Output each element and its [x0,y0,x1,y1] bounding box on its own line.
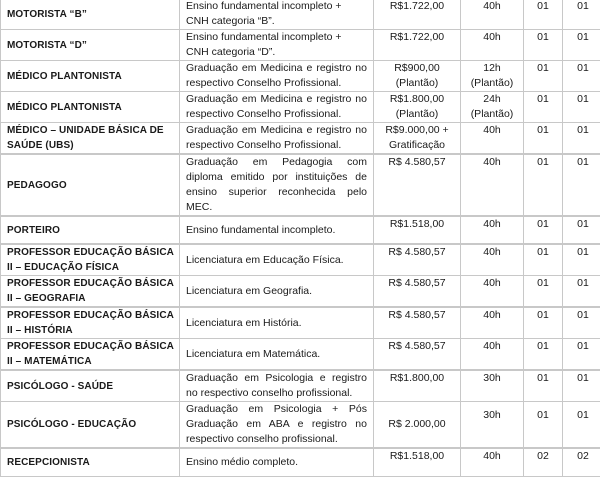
vagas-cell: 01 [524,30,563,61]
carga-cell: 30h [461,402,524,449]
table-row [1,216,600,244]
vagas-cell: 01 [524,276,563,308]
carga-cell: 40h [461,216,524,244]
vagas-cell: 01 [524,154,563,216]
vagas-cell: 01 [524,244,563,276]
carga-cell [461,61,524,92]
cargo-cell: MOTORISTA “D” [1,30,180,61]
requisito-cell: Graduação em Psicologia e registro no respectivo conselho profissional. [180,370,374,402]
salario-note: (Plantão) [374,76,460,91]
salario-cell: R$ 4.580,57 [374,276,461,308]
salario-cell: R$ 2.000,00 [374,402,461,449]
salario-cell: R$1.722,00 [374,0,461,30]
salario-cell [374,61,461,92]
table-row [1,370,600,402]
salario-note: (Plantão) [374,107,460,122]
vagas-cell: 01 [524,402,563,449]
requisito-cell: Licenciatura em História. [180,307,374,339]
carga-value: 12h [461,61,523,76]
cargo-cell: PSICÓLOGO - SAÚDE [1,370,180,402]
vagas-cell: 01 [524,216,563,244]
carga-cell: 30h [461,370,524,402]
salario-cell: R$1.518,00 [374,448,461,476]
cargo-cell: MÉDICO – UNIDADE BÁSICA DE SAÚDE (UBS) [1,123,180,155]
table-row [1,276,600,308]
cargo-cell: PROFESSOR EDUCAÇÃO BÁSICA II – MATEMÁTICA [1,339,180,371]
cargo-cell: MOTORISTA “B” [1,0,180,30]
carga-cell: 40h [461,154,524,216]
total-cell: 01 [563,0,600,30]
salario-cell: R$ 4.580,57 [374,244,461,276]
vagas-cell: 01 [524,370,563,402]
carga-cell: 40h [461,30,524,61]
total-cell: 01 [563,244,600,276]
salario-cell: R$ 4.580,57 [374,307,461,339]
total-cell: 01 [563,307,600,339]
salario-cell: R$ 4.580,57 [374,339,461,371]
cargo-cell: RECEPCIONISTA [1,448,180,476]
table-row [1,448,600,476]
salario-cell [374,123,461,155]
table-row [1,307,600,339]
cargo-cell: PEDAGOGO [1,154,180,216]
carga-cell [461,92,524,123]
vagas-cell: 01 [524,0,563,30]
total-cell: 01 [563,370,600,402]
cargo-cell: PSICÓLOGO - EDUCAÇÃO [1,402,180,449]
requisito-cell: Ensino fundamental incompleto + CNH categoria “B”. [180,0,374,30]
requisito-cell: Ensino médio completo. [180,448,374,476]
total-cell: 01 [563,61,600,92]
table-row [1,154,600,216]
table-row [1,123,600,155]
requisito-cell: Licenciatura em Matemática. [180,339,374,371]
requisito-cell: Graduação em Medicina e registro no respectivo Conselho Profissional. [180,92,374,123]
carga-note: (Plantão) [461,107,523,122]
salario-cell: R$1.518,00 [374,216,461,244]
table-row [1,92,600,123]
salario-cell: R$1.800,00 [374,370,461,402]
salario-value: R$900,00 [374,61,460,76]
requisito-cell: Graduação em Medicina e registro no respectivo Conselho Profissional. [180,61,374,92]
carga-cell: 40h [461,123,524,155]
table-row [1,339,600,371]
carga-cell: 40h [461,276,524,308]
requisito-cell: Licenciatura em Geografia. [180,276,374,308]
total-cell: 01 [563,30,600,61]
vagas-cell: 01 [524,339,563,371]
table-row [1,61,600,92]
cargo-cell: PORTEIRO [1,216,180,244]
requisito-cell: Ensino fundamental incompleto + CNH categoria “D”. [180,30,374,61]
carga-cell: 40h [461,448,524,476]
table-row [1,30,600,61]
salario-value: R$1.800,00 [374,92,460,107]
requisito-cell: Ensino fundamental incompleto. [180,216,374,244]
carga-note: (Plantão) [461,76,523,91]
vagas-cell: 02 [524,448,563,476]
vagas-cell: 01 [524,123,563,155]
table-row [1,402,600,449]
cargo-cell: PROFESSOR EDUCAÇÃO BÁSICA II – GEOGRAFIA [1,276,180,308]
carga-cell: 40h [461,244,524,276]
salario-cell: R$ 4.580,57 [374,154,461,216]
vagas-cell: 01 [524,307,563,339]
total-cell: 01 [563,154,600,216]
table-row [1,244,600,276]
cargo-cell: PROFESSOR EDUCAÇÃO BÁSICA II – HISTÓRIA [1,307,180,339]
total-cell: 01 [563,92,600,123]
total-cell: 02 [563,448,600,476]
cargo-cell: MÉDICO PLANTONISTA [1,61,180,92]
salario-value: R$9.000,00 + [374,123,460,138]
carga-cell: 40h [461,0,524,30]
carga-value: 24h [461,92,523,107]
total-cell: 01 [563,276,600,308]
requisito-cell: Licenciatura em Educação Física. [180,244,374,276]
vagas-cell: 01 [524,61,563,92]
requisito-cell: Graduação em Psicologia + Pós Graduação em ABA e registro no respectivo conselho profissional. [180,402,374,449]
requisito-cell: Graduação em Pedagogia com diploma emitido por instituições de ensino superior reconhecida pelo MEC. [180,154,374,216]
total-cell: 01 [563,402,600,449]
carga-cell: 40h [461,339,524,371]
total-cell: 01 [563,339,600,371]
cargo-cell: PROFESSOR EDUCAÇÃO BÁSICA II – EDUCAÇÃO FÍSICA [1,244,180,276]
total-cell: 01 [563,123,600,155]
salario-cell [374,92,461,123]
requisito-cell: Graduação em Medicina e registro no respectivo Conselho Profissional. [180,123,374,155]
salario-cell: R$1.722,00 [374,30,461,61]
cargo-cell: MÉDICO PLANTONISTA [1,92,180,123]
salario-note: Gratificação [374,138,460,153]
table-row [1,0,600,30]
total-cell: 01 [563,216,600,244]
vagas-cell: 01 [524,92,563,123]
carga-cell: 40h [461,307,524,339]
